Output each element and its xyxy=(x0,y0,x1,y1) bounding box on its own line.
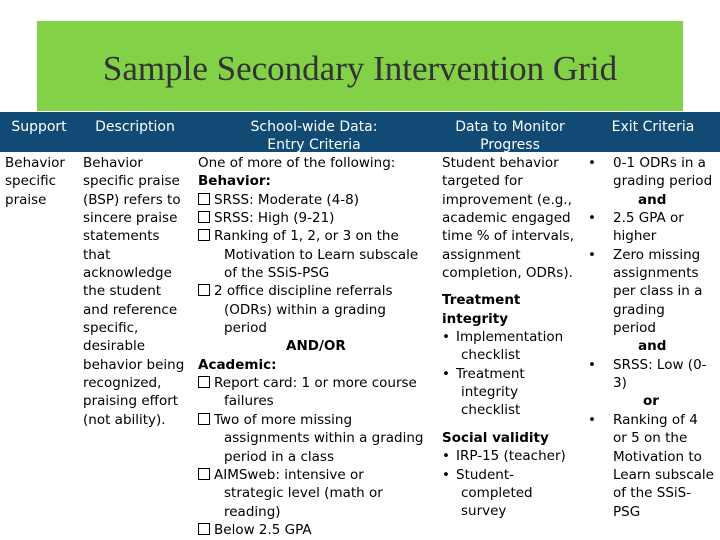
exit-line: of the SSiS- xyxy=(613,485,692,502)
description-line: desirable xyxy=(83,338,146,355)
entry-line: assignments within a grading xyxy=(224,430,424,447)
monitor-item: IRP-15 (teacher) xyxy=(456,448,566,465)
monitor-line: academic engaged xyxy=(442,210,571,227)
exit-item: SRSS: Low (0- xyxy=(613,356,707,373)
entry-criteria-column xyxy=(198,154,424,539)
exit-criteria-column xyxy=(588,154,718,521)
description-line: statements xyxy=(83,228,160,245)
description-line: specific praise xyxy=(83,173,180,190)
entry-and-or: AND/OR xyxy=(286,338,346,355)
exit-connector: and xyxy=(638,191,667,208)
description-line: recognized, xyxy=(83,375,162,392)
exit-line: period xyxy=(613,320,657,337)
exit-line: 3) xyxy=(613,375,627,392)
description-line: specific, xyxy=(83,320,139,337)
entry-line: period xyxy=(224,320,268,337)
page-title: Sample Secondary Intervention Grid xyxy=(102,49,618,88)
monitor-line: completed xyxy=(461,484,533,501)
description-line: sincere praise xyxy=(83,210,178,227)
exit-item: Zero missing xyxy=(613,246,701,263)
entry-line: Motivation to Learn subscale xyxy=(224,246,419,263)
monitor-line: targeted for xyxy=(442,173,523,190)
monitor-line: checklist xyxy=(461,347,521,364)
entry-item: Below 2.5 GPA xyxy=(214,521,312,538)
exit-line: assignments xyxy=(613,265,699,282)
checkbox-icon xyxy=(198,193,210,205)
exit-line: grading xyxy=(613,301,665,318)
monitor-progress-column xyxy=(442,154,574,521)
exit-line: or 5 on the xyxy=(613,430,688,447)
bullet-icon: • xyxy=(588,411,596,428)
header-entry-line-2: Entry Criteria xyxy=(267,137,361,153)
exit-connector: and xyxy=(638,338,667,355)
entry-item: SRSS: High (9-21) xyxy=(214,210,335,227)
description-line: Behavior xyxy=(83,155,143,171)
bullet-icon: • xyxy=(588,155,596,171)
entry-heading-behavior: Behavior: xyxy=(198,173,271,190)
monitor-line: completion, ODRs). xyxy=(442,265,573,282)
entry-item: 2 office discipline referrals xyxy=(214,283,393,300)
bullet-icon: • xyxy=(442,329,450,346)
exit-line: grading period xyxy=(613,173,713,190)
bullet-icon: • xyxy=(442,466,450,483)
checkbox-icon xyxy=(198,211,210,223)
description-column xyxy=(83,154,184,429)
bullet-icon: • xyxy=(588,210,596,227)
exit-line: higher xyxy=(613,228,657,245)
support-line: specific xyxy=(5,173,57,190)
entry-item: Report card: 1 or more course xyxy=(214,375,417,392)
header-entry-criteria xyxy=(196,118,432,154)
header-support: Support xyxy=(11,119,67,135)
monitor-line: integrity xyxy=(461,384,519,401)
monitor-line: improvement (e.g., xyxy=(442,191,572,208)
description-line: acknowledge xyxy=(83,265,172,282)
entry-line: period in a class xyxy=(224,448,334,465)
header-entry-line-1: School-wide Data: xyxy=(250,119,378,135)
entry-line: strategic level (math or xyxy=(224,485,383,502)
bullet-icon: • xyxy=(442,365,450,382)
support-column xyxy=(5,154,65,209)
entry-item: Ranking of 1, 2, or 3 on the xyxy=(214,228,399,245)
monitor-heading-integrity: integrity xyxy=(442,310,509,327)
monitor-item: Implementation xyxy=(456,329,564,346)
entry-line: (ODRs) within a grading xyxy=(224,301,386,318)
description-line: (not ability). xyxy=(83,411,166,428)
description-line: and reference xyxy=(83,301,178,318)
exit-connector: or xyxy=(643,393,659,410)
entry-line: reading) xyxy=(224,503,281,520)
support-line: Behavior xyxy=(5,155,65,171)
monitor-line: Student behavior xyxy=(442,155,559,171)
description-line: behavior being xyxy=(83,356,185,373)
checkbox-icon xyxy=(198,523,210,535)
entry-item: AIMSweb: intensive or xyxy=(214,466,364,483)
description-line: (BSP) refers to xyxy=(83,191,181,208)
checkbox-icon xyxy=(198,468,210,480)
monitor-line: survey xyxy=(461,503,507,520)
exit-item: Ranking of 4 xyxy=(613,411,698,428)
bullet-icon: • xyxy=(442,448,450,465)
description-line: the student xyxy=(83,283,162,300)
monitor-line: checklist xyxy=(461,402,521,419)
bullet-icon: • xyxy=(588,356,596,373)
entry-line: of the SSiS-PSG xyxy=(224,265,330,282)
checkbox-icon xyxy=(198,229,210,241)
exit-line: per class in a xyxy=(613,283,703,300)
monitor-heading-social-validity: Social validity xyxy=(442,429,549,446)
monitor-item: Student- xyxy=(456,466,515,483)
header-monitor-line-2: Progress xyxy=(480,137,540,153)
monitor-item: Treatment xyxy=(456,365,525,382)
monitor-line: assignment xyxy=(442,246,521,263)
exit-line: Learn subscale xyxy=(613,466,714,483)
header-description: Description xyxy=(95,119,175,135)
bullet-icon: • xyxy=(588,246,596,263)
exit-line: PSG xyxy=(613,503,641,520)
support-line: praise xyxy=(5,191,47,208)
entry-heading-academic: Academic: xyxy=(198,356,277,373)
checkbox-icon xyxy=(198,284,210,296)
exit-item: 0-1 ODRs in a xyxy=(613,155,706,171)
description-line: praising effort xyxy=(83,393,179,410)
header-monitor-line-1: Data to Monitor xyxy=(455,119,565,135)
checkbox-icon xyxy=(198,376,210,388)
entry-line: failures xyxy=(224,393,274,410)
monitor-heading-treatment: Treatment xyxy=(442,292,521,309)
entry-item: SRSS: Moderate (4-8) xyxy=(214,191,360,208)
monitor-line: time % of intervals, xyxy=(442,228,575,245)
checkbox-icon xyxy=(198,413,210,425)
exit-item: 2.5 GPA or xyxy=(613,210,684,227)
entry-line: One of more of the following: xyxy=(198,155,396,171)
exit-line: Motivation to xyxy=(613,448,702,465)
description-line: that xyxy=(83,246,111,263)
entry-item: Two of more missing xyxy=(214,411,353,428)
header-monitor-progress xyxy=(438,118,582,154)
header-exit-criteria: Exit Criteria xyxy=(611,119,695,135)
